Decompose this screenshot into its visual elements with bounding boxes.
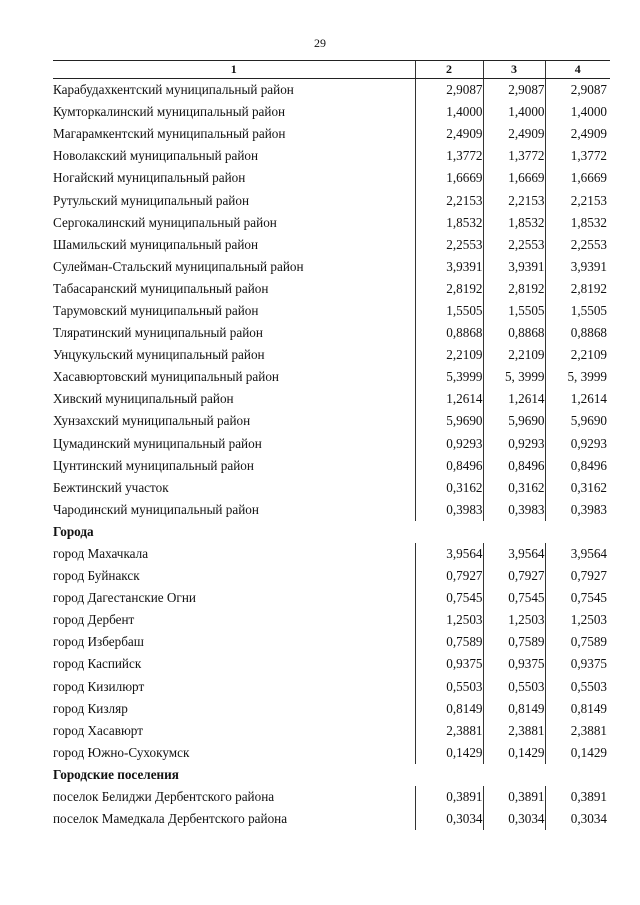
value-cell-col3: 1,5505: [483, 300, 545, 322]
value-cell-col2: 0,3891: [415, 786, 483, 808]
table-row: [53, 565, 610, 587]
value-cell-col2: 1,8532: [415, 212, 483, 234]
value-cell-col3: 1,2614: [483, 388, 545, 410]
table-row: [53, 123, 610, 145]
value-cell-col4: 5,9690: [545, 410, 610, 432]
table-row: [53, 344, 610, 366]
value-cell-col4: 2,2153: [545, 189, 610, 211]
value-cell-col3: 0,3891: [483, 786, 545, 808]
value-cell-col3: 2,2109: [483, 344, 545, 366]
table-header-row: [53, 61, 610, 79]
value-cell-col4: 0,3891: [545, 786, 610, 808]
value-cell-col2: 0,5503: [415, 676, 483, 698]
column-header-3: 3: [483, 61, 545, 79]
value-cell-col4: 1,2614: [545, 388, 610, 410]
value-cell-col4: 0,5503: [545, 676, 610, 698]
value-cell-col3: 1,8532: [483, 212, 545, 234]
value-cell-col3: 0,3983: [483, 499, 545, 521]
value-cell-col3: 1,6669: [483, 167, 545, 189]
value-cell-col4: 0,1429: [545, 742, 610, 764]
table-row: [53, 698, 610, 720]
row-name-cell: Ногайский муниципальный район: [53, 170, 246, 186]
column-header-2: 2: [415, 61, 483, 79]
section-title: Города: [53, 523, 94, 539]
page-number: 29: [314, 36, 326, 50]
row-name-cell: город Буйнакск: [53, 568, 140, 584]
table-row: [53, 322, 610, 344]
table-row: [53, 587, 610, 609]
value-cell-col2: 2,3881: [415, 720, 483, 742]
row-name-cell: город Хасавюрт: [53, 722, 143, 738]
table-row: [53, 676, 610, 698]
value-cell-col2: 1,3772: [415, 145, 483, 167]
value-cell-col3: 5,9690: [483, 410, 545, 432]
row-name-cell: Рутульский муниципальный район: [53, 192, 250, 208]
value-cell-col4: 2,9087: [545, 79, 610, 102]
table-row: [53, 278, 610, 300]
table-row: [53, 631, 610, 653]
table-row: [53, 145, 610, 167]
value-cell-col3: 0,7545: [483, 587, 545, 609]
table-row: [53, 742, 610, 764]
value-cell-col2: 1,2614: [415, 388, 483, 410]
value-cell-col3: 0,3034: [483, 808, 545, 830]
value-cell-col3: 0,3162: [483, 477, 545, 499]
value-cell-col2: 5,9690: [415, 410, 483, 432]
row-name-cell: город Кизилюрт: [53, 678, 145, 694]
value-cell-col4: 1,6669: [545, 167, 610, 189]
value-cell-col3: 2,2553: [483, 234, 545, 256]
row-name-cell: Хунзахский муниципальный район: [53, 413, 251, 429]
value-cell-col3: 0,8496: [483, 455, 545, 477]
value-cell-col4: 0,8868: [545, 322, 610, 344]
section-header-row: [53, 764, 610, 786]
value-cell-col4: 0,9375: [545, 653, 610, 675]
value-cell-col4: 0,3162: [545, 477, 610, 499]
table-row: [53, 720, 610, 742]
value-cell-col3: 0,8868: [483, 322, 545, 344]
value-cell-col4: 2,8192: [545, 278, 610, 300]
value-cell-col4: 0,7589: [545, 631, 610, 653]
value-cell-col4: 0,3034: [545, 808, 610, 830]
value-cell-col3: 1,4000: [483, 101, 545, 123]
column-header-1: 1: [53, 61, 415, 79]
value-cell-col4: 0,9293: [545, 433, 610, 455]
value-cell-col2: 5,3999: [415, 366, 483, 388]
value-cell-col2: 2,9087: [415, 79, 483, 102]
table-row: [53, 366, 610, 388]
table-row: [53, 410, 610, 432]
table-row: [53, 477, 610, 499]
value-cell-col2: 0,8868: [415, 322, 483, 344]
row-name-cell: Табасаранский муниципальный район: [53, 280, 269, 296]
value-cell-col2: 0,8496: [415, 455, 483, 477]
row-name-cell: Цумадинский муниципальный район: [53, 435, 262, 451]
value-cell-col2: 0,9293: [415, 433, 483, 455]
row-name-cell: город Южно-Сухокумск: [53, 744, 190, 760]
value-cell-col4: 1,5505: [545, 300, 610, 322]
value-cell-col2: 2,4909: [415, 123, 483, 145]
value-cell-col4: 2,3881: [545, 720, 610, 742]
value-cell-col2: 2,2553: [415, 234, 483, 256]
value-cell-col4: 0,7927: [545, 565, 610, 587]
value-cell-col3: 3,9391: [483, 256, 545, 278]
value-cell-col2: 0,8149: [415, 698, 483, 720]
value-cell-col4: 3,9391: [545, 256, 610, 278]
table-row: [53, 543, 610, 565]
value-cell-col4: 0,8149: [545, 698, 610, 720]
value-cell-col4: 1,8532: [545, 212, 610, 234]
value-cell-col3: 1,3772: [483, 145, 545, 167]
value-cell-col4: 0,7545: [545, 587, 610, 609]
table-row: [53, 234, 610, 256]
value-cell-col3: 0,9375: [483, 653, 545, 675]
coefficients-table: [53, 60, 610, 830]
row-name-cell: Сергокалинский муниципальный район: [53, 214, 277, 230]
row-name-cell: Хивский муниципальный район: [53, 391, 234, 407]
row-name-cell: Чародинский муниципальный район: [53, 501, 259, 517]
row-name-cell: Тляратинский муниципальный район: [53, 325, 263, 341]
table-row: [53, 167, 610, 189]
row-name-cell: город Дагестанские Огни: [53, 590, 196, 606]
value-cell-col2: 0,7927: [415, 565, 483, 587]
table-row: [53, 300, 610, 322]
value-cell-col3: 2,2153: [483, 189, 545, 211]
value-cell-col3: 2,4909: [483, 123, 545, 145]
section-header-row: [53, 521, 610, 543]
value-cell-col4: 3,9564: [545, 543, 610, 565]
table-row: [53, 189, 610, 211]
section-title: Городские поселения: [53, 766, 179, 782]
value-cell-col2: 1,2503: [415, 609, 483, 631]
table-body: [53, 79, 610, 831]
row-name-cell: город Дербент: [53, 612, 135, 628]
value-cell-col3: 0,1429: [483, 742, 545, 764]
value-cell-col4: 5, 3999: [545, 366, 610, 388]
value-cell-col3: 0,8149: [483, 698, 545, 720]
table-row: [53, 388, 610, 410]
value-cell-col4: 2,2553: [545, 234, 610, 256]
value-cell-col3: 3,9564: [483, 543, 545, 565]
row-name-cell: Магарамкентский муниципальный район: [53, 126, 286, 142]
row-name-cell: город Каспийск: [53, 656, 142, 672]
value-cell-col4: 1,2503: [545, 609, 610, 631]
row-name-cell: Новолакский муниципальный район: [53, 148, 259, 164]
value-cell-col4: 1,3772: [545, 145, 610, 167]
value-cell-col2: 1,5505: [415, 300, 483, 322]
value-cell-col2: 1,6669: [415, 167, 483, 189]
value-cell-col2: 3,9391: [415, 256, 483, 278]
table-row: [53, 786, 610, 808]
table-row: [53, 433, 610, 455]
value-cell-col3: 0,9293: [483, 433, 545, 455]
row-name-cell: город Кизляр: [53, 700, 128, 716]
value-cell-col2: 0,7545: [415, 587, 483, 609]
table-row: [53, 653, 610, 675]
table-row: [53, 808, 610, 830]
value-cell-col2: 2,8192: [415, 278, 483, 300]
value-cell-col2: 0,1429: [415, 742, 483, 764]
value-cell-col3: 2,8192: [483, 278, 545, 300]
value-cell-col3: 2,3881: [483, 720, 545, 742]
row-name-cell: Тарумовский муниципальный район: [53, 302, 259, 318]
row-name-cell: Карабудахкентский муниципальный район: [53, 82, 294, 98]
value-cell-col4: 2,2109: [545, 344, 610, 366]
value-cell-col2: 3,9564: [415, 543, 483, 565]
row-name-cell: Кумторкалинский муниципальный район: [53, 104, 286, 120]
value-cell-col3: 0,5503: [483, 676, 545, 698]
value-cell-col4: 2,4909: [545, 123, 610, 145]
value-cell-col2: 0,9375: [415, 653, 483, 675]
table-row: [53, 455, 610, 477]
value-cell-col2: 0,3983: [415, 499, 483, 521]
value-cell-col4: 1,4000: [545, 101, 610, 123]
table-row: [53, 212, 610, 234]
table-row: [53, 79, 610, 102]
column-header-4: 4: [545, 61, 610, 79]
table-row: [53, 609, 610, 631]
value-cell-col2: 2,2153: [415, 189, 483, 211]
value-cell-col3: 0,7589: [483, 631, 545, 653]
row-name-cell: поселок Белиджи Дербентского района: [53, 789, 275, 805]
table-row: [53, 499, 610, 521]
row-name-cell: Цунтинский муниципальный район: [53, 457, 254, 473]
value-cell-col2: 1,4000: [415, 101, 483, 123]
value-cell-col2: 2,2109: [415, 344, 483, 366]
row-name-cell: Хасавюртовский муниципальный район: [53, 369, 279, 385]
row-name-cell: город Избербаш: [53, 634, 144, 650]
row-name-cell: город Махачкала: [53, 546, 149, 562]
table-row: [53, 101, 610, 123]
row-name-cell: Сулейман-Стальский муниципальный район: [53, 258, 304, 274]
value-cell-col2: 0,3034: [415, 808, 483, 830]
row-name-cell: Унцукульский муниципальный район: [53, 347, 265, 363]
value-cell-col3: 1,2503: [483, 609, 545, 631]
table-row: [53, 256, 610, 278]
value-cell-col2: 0,3162: [415, 477, 483, 499]
row-name-cell: поселок Мамедкала Дербентского района: [53, 811, 288, 827]
row-name-cell: Бежтинский участок: [53, 479, 169, 495]
value-cell-col3: 0,7927: [483, 565, 545, 587]
value-cell-col3: 2,9087: [483, 79, 545, 102]
value-cell-col4: 0,3983: [545, 499, 610, 521]
value-cell-col4: 0,8496: [545, 455, 610, 477]
value-cell-col2: 0,7589: [415, 631, 483, 653]
value-cell-col3: 5, 3999: [483, 366, 545, 388]
row-name-cell: Шамильский муниципальный район: [53, 236, 259, 252]
